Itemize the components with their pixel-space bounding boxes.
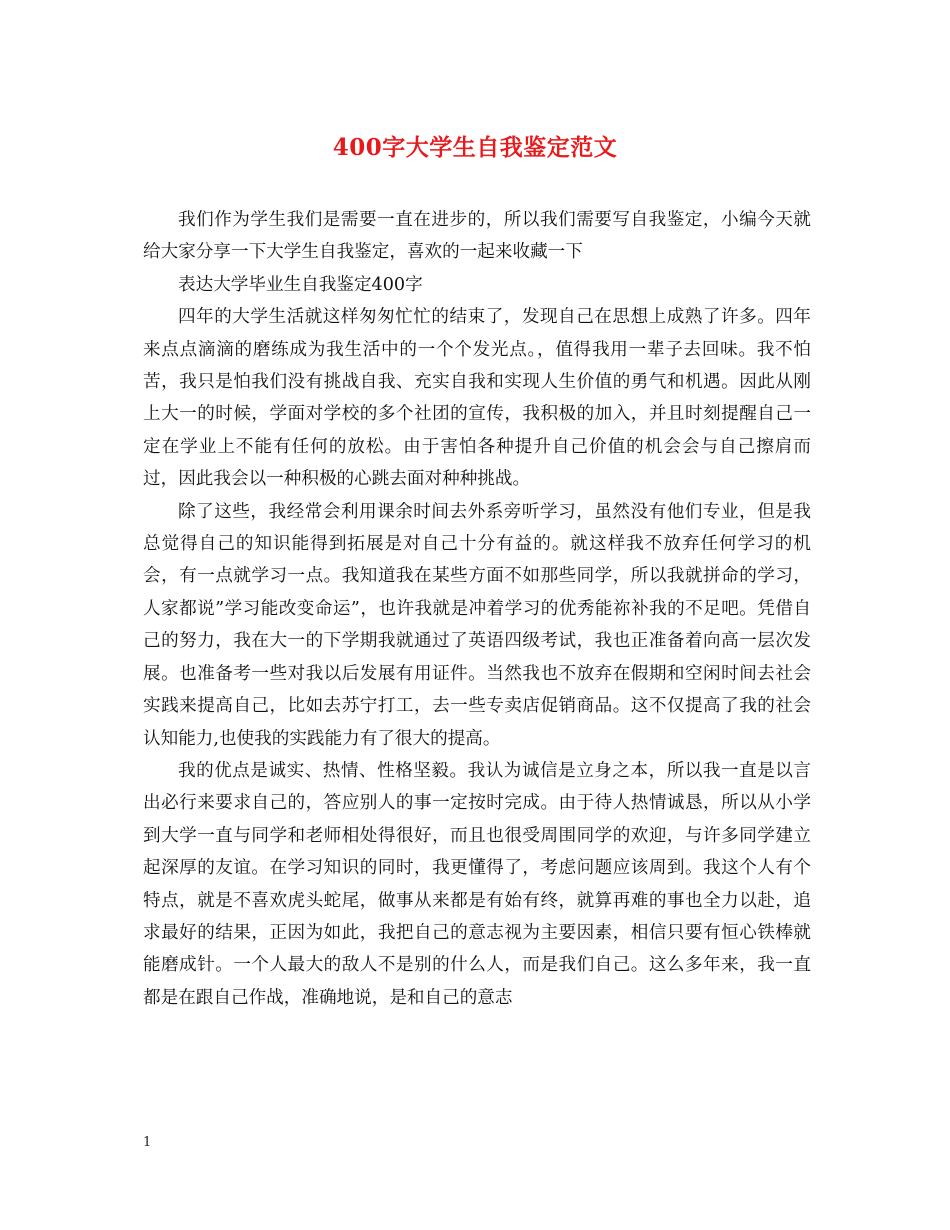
page-number: 1 <box>143 1135 152 1150</box>
paragraph-intro: 我们作为学生我们是需要一直在进步的，所以我们需要写自我鉴定，小编今天就给大家分享一下大学生自我鉴定，喜欢的一起来收藏一下 <box>143 210 811 263</box>
paragraph-university-life: 四年的大学生活就这样匆匆忙忙的结束了，发现自己在思想上成熟了许多。四年来点点滴滴的磨练成为我生活中的一个个发光点。，值得我用一辈子去回味。我不怕苦，我只是怕我们没有挑战自我、充实自我和实现人生价值的勇气和机遇。因此从刚上大一的时候，学面对学校的多个社团的宣传，我积极的加入，并且时刻提醒自己一定在学业上不能有任何的放松。由于害怕各种提升自己价值的机会会与自己擦肩而过，因此我会以一种积极的心跳去面对种种挑战。 <box>143 307 811 490</box>
document-title: 400字大学生自我鉴定范文 <box>332 134 618 161</box>
document-body <box>143 204 811 1014</box>
paragraph-subheading: 表达大学毕业生自我鉴定400字 <box>178 274 423 295</box>
paragraph-self-study: 除了这些，我经常会利用课余时间去外系旁听学习，虽然没有他们专业，但是我总觉得自己的知识能得到拓展是对自己十分有益的。就这样我不放弃任何学习的机会，有一点就学习一点。我知道我在某些方面不如那些同学，所以我就拼命的学习，人家都说”学习能改变命运”，也许我就是冲着学习的优秀能祢补我的不足吧。凭借自己的努力，我在大一的下学期我就通过了英语四级考试，我也正准备着向高一层次发展。也准备考一些对我以后发展有用证件。当然我也不放弃在假期和空闲时间去社会实践来提高自己，比如去苏宁打工，去一些专卖店促销商品。这不仅提高了我的社会认知能力,也使我的实践能力有了很大的提高。 <box>143 501 811 749</box>
paragraph-strengths: 我的优点是诚实、热情、性格坚毅。我认为诚信是立身之本，所以我一直是以言出必行来要求自己的，答应别人的事一定按时完成。由于待人热情诚恳，所以从小学到大学一直与同学和老师相处得很好，而且也很受周围同学的欢迎，与许多同学建立起深厚的友谊。在学习知识的同时，我更懂得了，考虑问题应该周到。我这个人有个特点，就是不喜欢虎头蛇尾，做事从来都是有始有终，就算再难的事也全力以赴，追求最好的结果，正因为如此，我把自己的意志视为主要因素，相信只要有恒心铁棒就能磨成针。一个人最大的敌人不是别的什么人，而是我们自己。这么多年来，我一直都是在跟自己作战，准确地说，是和自己的意志 <box>143 760 811 1008</box>
